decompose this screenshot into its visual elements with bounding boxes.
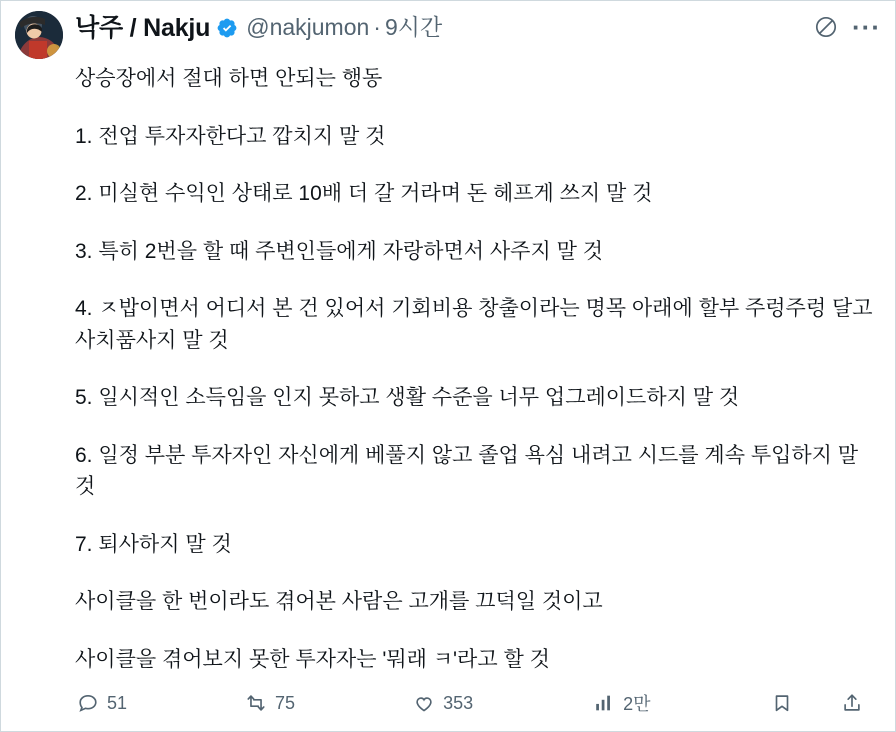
tweet-author-info <box>75 11 814 43</box>
share-button[interactable] <box>841 692 871 714</box>
tweet-paragraph: 사이클을 한 번이라도 겪어본 사람은 고개를 끄덕일 것이고 <box>75 590 603 613</box>
retweet-count: 75 <box>275 692 296 713</box>
reply-button[interactable] <box>77 692 127 714</box>
views-button[interactable] <box>593 690 650 716</box>
verified-badge-icon <box>216 17 238 39</box>
retweet-icon <box>245 692 267 714</box>
tweet-header-actions <box>814 11 881 42</box>
tweet-paragraph: 사이클을 겪어보지 못한 투자자는 '뭐래 ㅋ'라고 할 것 <box>75 647 550 671</box>
share-icon <box>841 692 863 714</box>
tweet-header <box>15 11 881 59</box>
tweet-timestamp[interactable]: 9시간 <box>384 14 443 41</box>
avatar-image <box>15 11 63 59</box>
tweet-paragraph: 3. 특히 2번을 할 때 주변인들에게 자랑하면서 사주지 말 것 <box>75 239 603 263</box>
views-count: 2만 <box>623 694 651 714</box>
tweet-actions-bar <box>1 675 895 731</box>
tweet-text-body <box>15 63 881 675</box>
tweet-paragraph: 5. 일시적인 소득임을 인지 못하고 생활 수준을 너무 업그레이드하지 말 것 <box>75 386 740 409</box>
avatar[interactable] <box>15 11 63 59</box>
like-button[interactable] <box>413 692 473 714</box>
reply-count: 51 <box>107 692 128 713</box>
author-handle-and-time <box>246 14 442 42</box>
like-count: 353 <box>443 692 474 713</box>
tweet-content-area <box>1 1 895 675</box>
author-display-name[interactable]: 낙주 / Nakju <box>75 14 211 42</box>
separator-dot: · <box>373 14 381 41</box>
analytics-icon <box>593 692 615 714</box>
author-name-row <box>75 13 814 43</box>
heart-icon <box>413 692 435 714</box>
tweet-paragraph: 1. 전업 투자자한다고 깝치지 말 것 <box>75 124 386 148</box>
tweet-paragraph: 6. 일정 부분 투자자인 자신에게 베풀지 않고 졸업 욕심 내려고 시드를 계속 투입하지 말 것 <box>75 443 864 498</box>
bookmark-icon <box>771 692 793 714</box>
author-handle[interactable]: @nakjumon <box>246 14 370 41</box>
reply-icon <box>77 692 99 714</box>
more-options-icon[interactable]: ··· <box>852 12 881 42</box>
tweet-secondary-actions <box>771 692 871 714</box>
tweet-paragraph: 상승장에서 절대 하면 안되는 행동 <box>75 67 383 90</box>
tweet-paragraph: 2. 미실현 수익인 상태로 10배 더 갈 거라며 돈 헤프게 쓰지 말 것 <box>75 182 653 205</box>
grok-actions-icon[interactable] <box>814 15 838 39</box>
tweet-paragraph: 7. 퇴사하지 말 것 <box>75 532 232 556</box>
retweet-button[interactable] <box>245 692 295 714</box>
tweet-paragraph: 4. ㅈ밥이면서 어디서 본 건 있어서 기회비용 창출이라는 명목 아래에 할부 주렁주렁 달고 사치품사지 말 것 <box>75 297 879 352</box>
bookmark-button[interactable] <box>771 692 801 714</box>
